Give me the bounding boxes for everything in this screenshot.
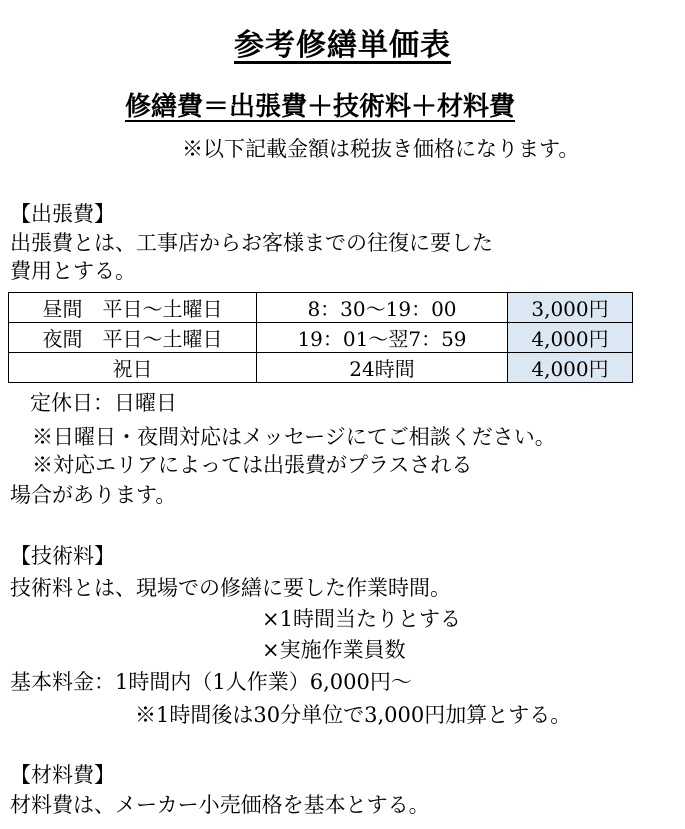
page-title: 参考修繕単価表 <box>234 28 451 63</box>
dispatch-fee-table <box>8 292 633 383</box>
table-row <box>9 353 633 383</box>
labor-multiplier-1: ×1時間当たりとする <box>262 607 461 631</box>
labor-base-fee: 基本料金：1時間内（1人作業）6,000円～ <box>10 670 412 694</box>
labor-heading: 【技術料】 <box>10 544 115 568</box>
table-cell-label: 祝日 <box>9 353 257 383</box>
table-cell-time: 19：01～翌7：59 <box>257 323 508 353</box>
dispatch-note-2-line2: 場合があります。 <box>10 483 177 507</box>
dispatch-desc-line2: 費用とする。 <box>10 259 136 283</box>
materials-desc: 材料費は、メーカー小売価格を基本とする。 <box>10 793 430 817</box>
table-row <box>9 293 633 323</box>
formula-heading: 修繕費＝出張費＋技術料＋材料費 <box>124 92 515 122</box>
table-cell-label: 夜間 平日～土曜日 <box>9 323 257 353</box>
table-cell-price: 4,000円 <box>508 323 633 353</box>
dispatch-note-1: ※日曜日・夜間対応はメッセージにてご相談ください。 <box>32 425 556 449</box>
table-cell-time: 8：30～19：00 <box>257 293 508 323</box>
dispatch-note-2-line1: ※対応エリアによっては出張費がプラスされる <box>32 453 473 477</box>
table-cell-label: 昼間 平日～土曜日 <box>9 293 257 323</box>
table-cell-price: 3,000円 <box>508 293 633 323</box>
table-row <box>9 323 633 353</box>
table-cell-time: 24時間 <box>257 353 508 383</box>
labor-multiplier-2: ×実施作業員数 <box>262 638 406 662</box>
holiday-text: 定休日：日曜日 <box>30 391 177 415</box>
dispatch-heading: 【出張費】 <box>10 202 115 226</box>
materials-heading: 【材料費】 <box>10 763 115 787</box>
table-cell-price: 4,000円 <box>508 353 633 383</box>
tax-note: ※以下記載金額は税抜き価格になります。 <box>182 137 580 161</box>
labor-desc: 技術料とは、現場での修繕に要した作業時間。 <box>10 576 451 600</box>
labor-note: ※1時間後は30分単位で3,000円加算とする。 <box>135 703 572 727</box>
dispatch-desc-line1: 出張費とは、工事店からお客様までの往復に要した <box>10 231 493 255</box>
